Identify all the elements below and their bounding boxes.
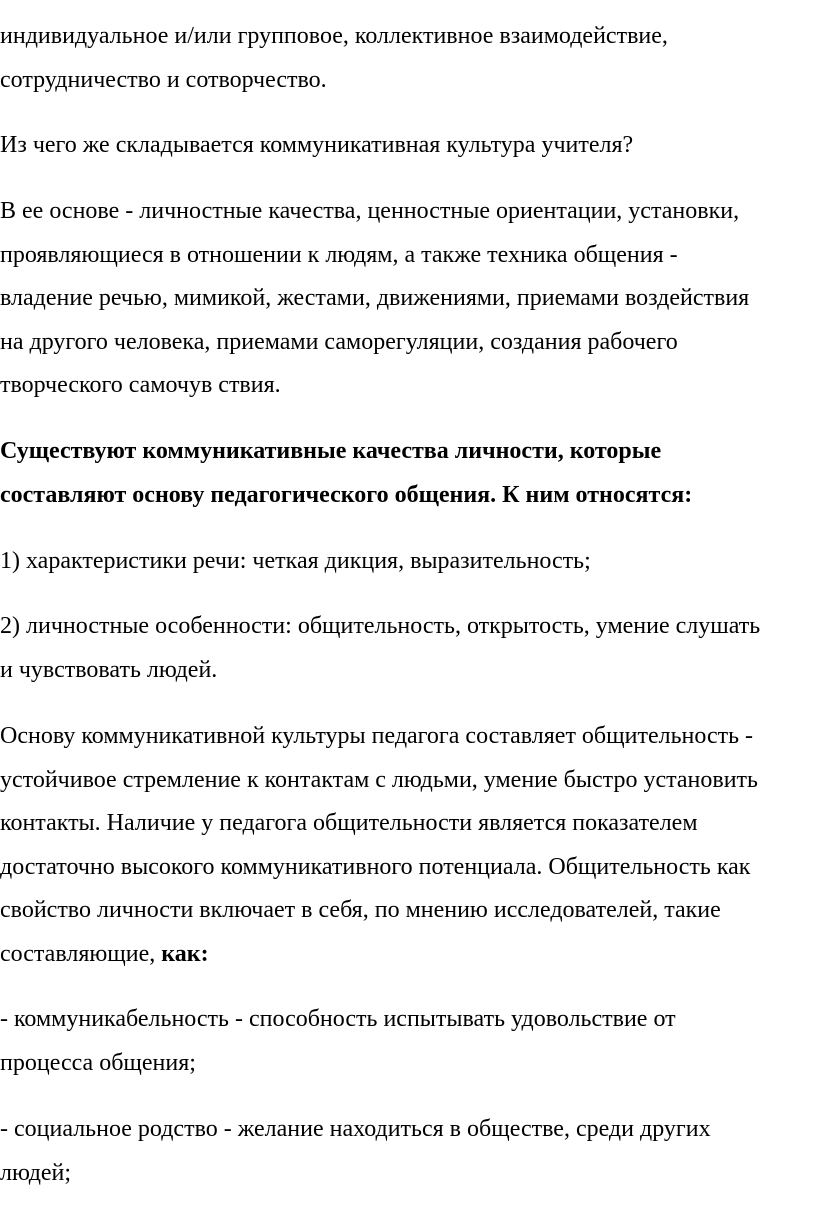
text-line: 2) личностные особенности: общительность, открытость, умение слушать [0, 613, 761, 639]
text-line: - коммуникабельность - способность испытывать удовольствие от [0, 1006, 676, 1032]
text-line: Существуют коммуникативные качества личности, которые [0, 438, 662, 464]
paragraph-sociability [0, 715, 758, 977]
text-line: устойчивое стремление к контактам с людьми, умение быстро установить [0, 766, 758, 793]
text-line: контакты. Наличие у педагога общительности является показателем [0, 810, 698, 837]
text-bold: как: [161, 940, 209, 967]
text-line: 1) характеристики речи: четкая дикция, выразительность; [0, 548, 591, 574]
text-line: людей; [0, 1159, 72, 1186]
text-line: творческого самочув ствия. [0, 372, 281, 399]
text-line: свойство личности включает в себя, по мнению исследователей, такие [0, 897, 721, 924]
text-line: достаточно высокого коммуникативного потенциала. Общительность как [0, 853, 751, 880]
text-line: сотрудничество и сотворчество. [0, 66, 327, 93]
text-line: процесса общения; [0, 1049, 196, 1076]
text-regular: составляющие, [0, 940, 162, 967]
paragraph-bold-heading [0, 430, 692, 517]
paragraph-bullet-1 [0, 998, 676, 1085]
paragraph-question [0, 124, 633, 168]
text-line: составляют основу педагогического общения. К ним относятся: [0, 481, 693, 508]
text-line: В ее основе - личностные качества, ценностные ориентации, установки, [0, 198, 740, 224]
paragraph-bullet-2 [0, 1108, 711, 1195]
paragraph-basis [0, 190, 749, 408]
text-line: индивидуальное и/или групповое, коллективное взаимодействие, [0, 23, 668, 49]
paragraph-interaction [0, 15, 668, 102]
text-line [0, 933, 758, 977]
paragraph-list-item-2 [0, 605, 760, 692]
text-line: и чувствовать людей. [0, 656, 218, 683]
text-line: - социальное родство - желание находиться в обществе, среди других [0, 1116, 711, 1142]
text-line: на другого человека, приемами саморегуляции, создания рабочего [0, 328, 678, 355]
text-line: Основу коммуникативной культуры педагога составляет общительность - [0, 723, 754, 749]
text-line: Из чего же складывается коммуникативная культура учителя? [0, 132, 634, 158]
paragraph-list-item-1 [0, 540, 591, 584]
text-line: владение речью, мимикой, жестами, движениями, приемами воздействия [0, 285, 750, 312]
text-line: проявляющиеся в отношении к людям, а также техника общения - [0, 241, 678, 268]
